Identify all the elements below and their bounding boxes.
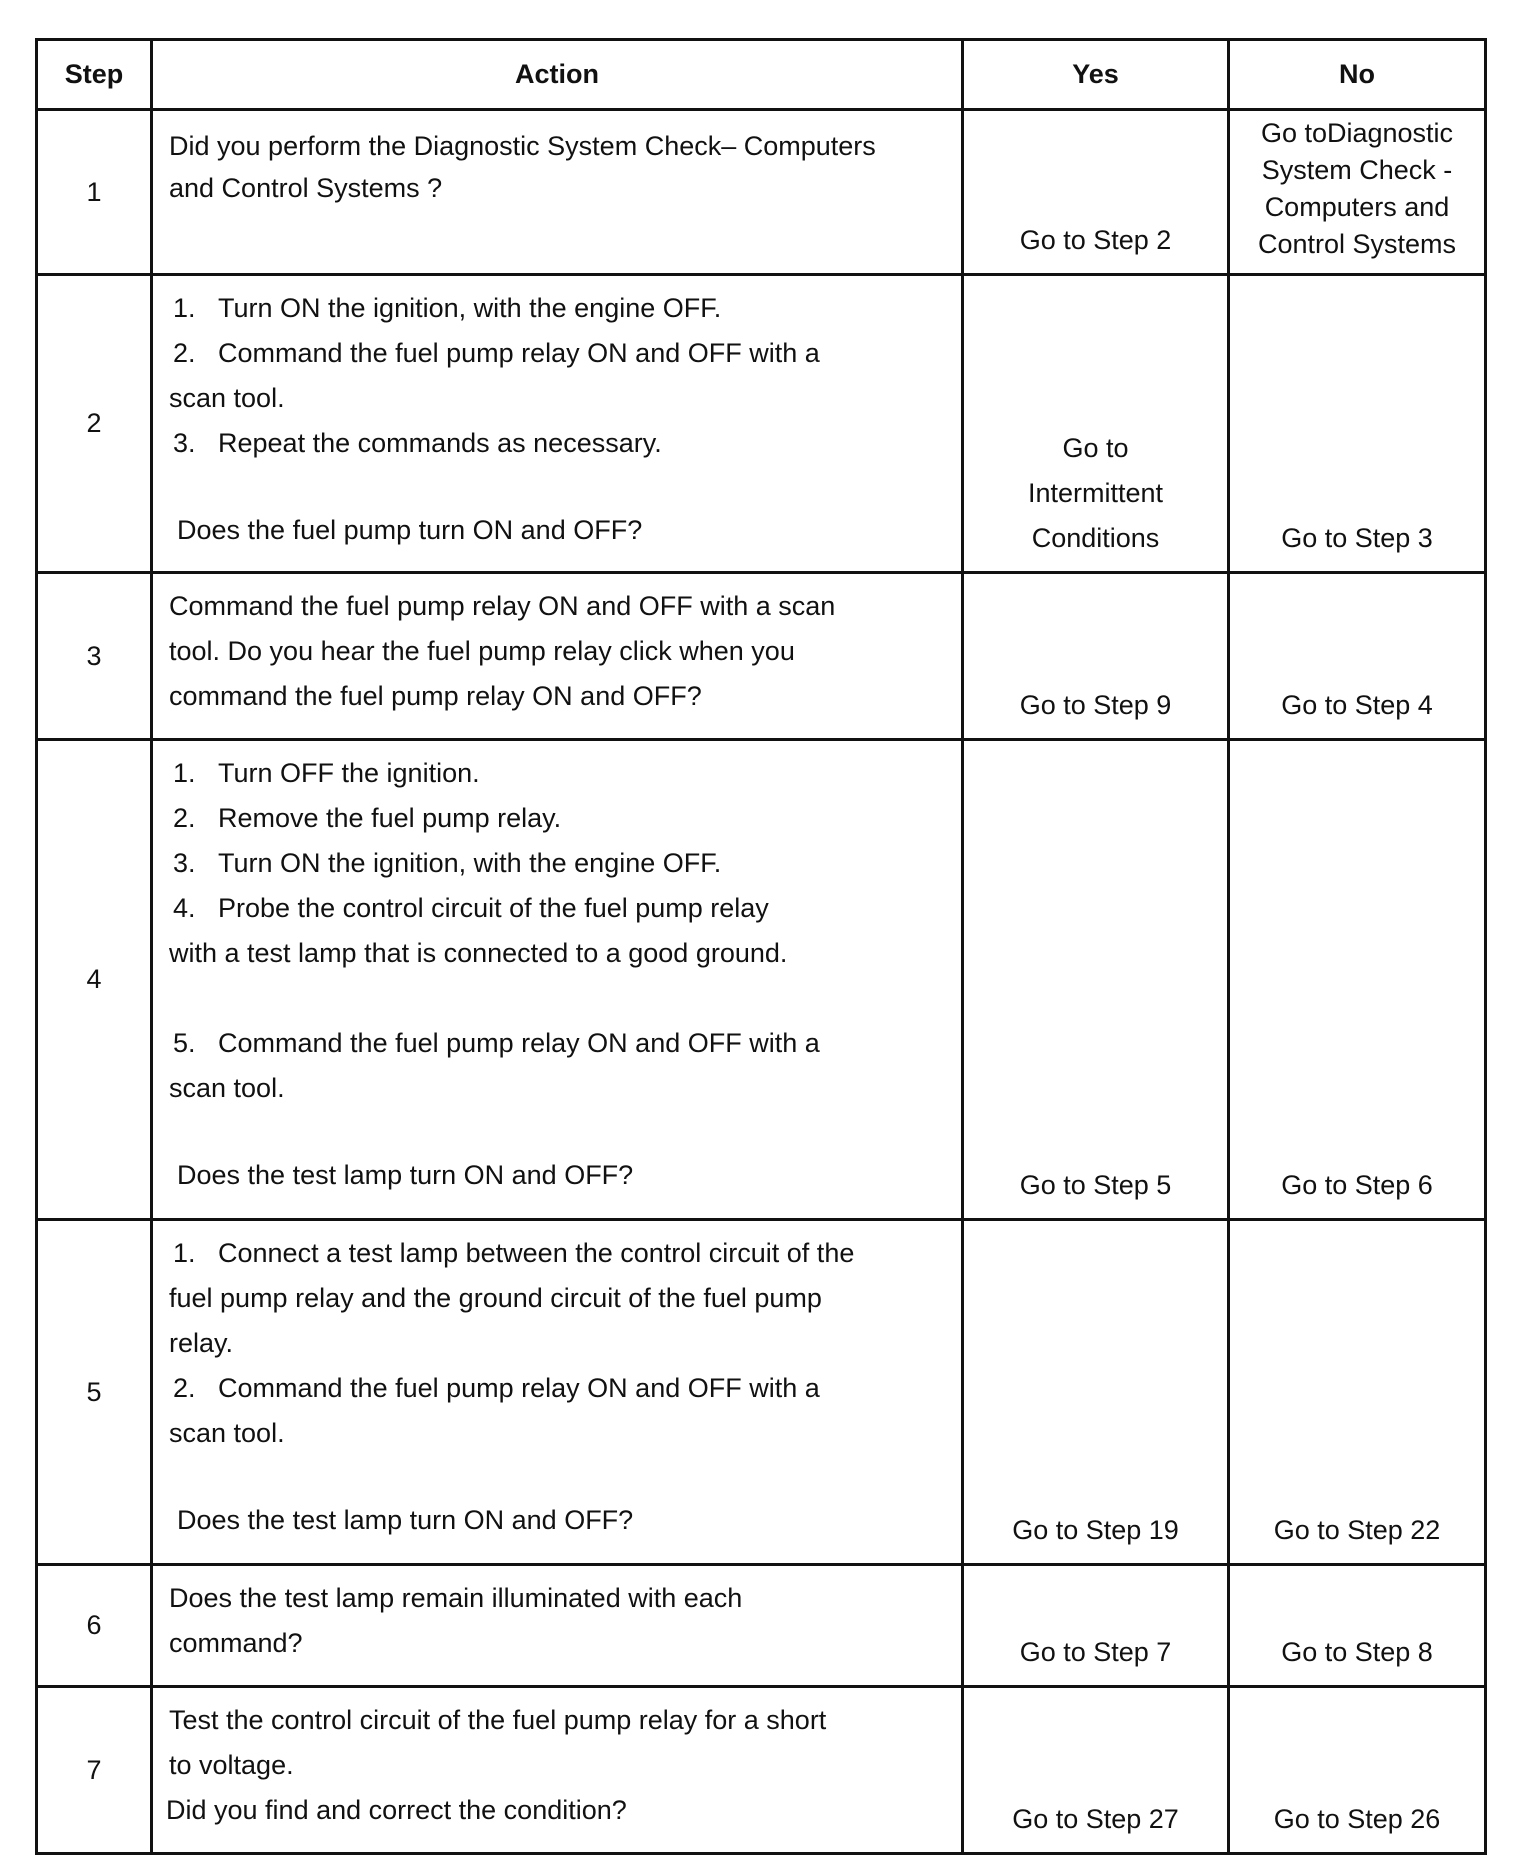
header-no: No bbox=[1229, 40, 1486, 110]
no-target: Go to Step 22 bbox=[1273, 1515, 1441, 1545]
header-yes: Yes bbox=[963, 40, 1229, 110]
header-row bbox=[37, 40, 1486, 110]
action-cell bbox=[152, 275, 963, 573]
action-item: 4. Probe the control circuit of the fuel pump relay bbox=[173, 893, 769, 923]
action-line: Command the fuel pump relay ON and OFF with a scan bbox=[169, 591, 836, 621]
action-item: 1. Connect a test lamp between the control circuit of the bbox=[173, 1238, 855, 1268]
action-item-cont: fuel pump relay and the ground circuit of the fuel pump bbox=[169, 1283, 822, 1313]
yes-target: Go to Step 2 bbox=[1019, 225, 1172, 255]
yes-cell bbox=[963, 1565, 1229, 1687]
table-row bbox=[37, 1220, 1486, 1565]
yes-target: Go to Step 7 bbox=[1019, 1637, 1172, 1667]
action-line: tool. Do you hear the fuel pump relay click when you bbox=[169, 636, 795, 666]
action-line: Did you find and correct the condition? bbox=[166, 1795, 627, 1825]
no-target: Go toDiagnostic bbox=[1260, 118, 1454, 148]
action-item: 3. Repeat the commands as necessary. bbox=[173, 428, 662, 458]
action-item: 3. Turn ON the ignition, with the engine OFF. bbox=[173, 848, 722, 878]
action-item-cont: with a test lamp that is connected to a good ground. bbox=[169, 938, 788, 968]
action-line: command? bbox=[169, 1628, 303, 1658]
yes-cell bbox=[963, 740, 1229, 1220]
yes-target: Go to Step 9 bbox=[1019, 690, 1172, 720]
no-cell bbox=[1229, 1565, 1486, 1687]
no-target: Go to Step 26 bbox=[1273, 1804, 1441, 1834]
no-target: Go to Step 6 bbox=[1281, 1170, 1433, 1200]
no-cell bbox=[1229, 275, 1486, 573]
action-cell bbox=[152, 1565, 963, 1687]
table-row bbox=[37, 573, 1486, 740]
yes-target: Go to Step 19 bbox=[1012, 1515, 1179, 1545]
action-line: Does the test lamp remain illuminated with each bbox=[169, 1583, 743, 1613]
no-cell bbox=[1229, 110, 1486, 275]
action-cell bbox=[152, 573, 963, 740]
step-number: 3 bbox=[37, 573, 152, 740]
table-row bbox=[37, 740, 1486, 1220]
table-row bbox=[37, 1565, 1486, 1687]
step-number: 2 bbox=[37, 275, 152, 573]
yes-cell bbox=[963, 1687, 1229, 1854]
action-cell bbox=[152, 740, 963, 1220]
step-number: 7 bbox=[37, 1687, 152, 1854]
no-cell bbox=[1229, 573, 1486, 740]
diagnostic-table bbox=[35, 38, 1487, 1855]
action-item: 1. Turn ON the ignition, with the engine OFF. bbox=[173, 293, 722, 323]
table-row bbox=[37, 110, 1486, 275]
header-step: Step bbox=[37, 40, 152, 110]
action-line: and Control Systems ? bbox=[169, 173, 443, 203]
action-item: 1. Turn OFF the ignition. bbox=[173, 758, 480, 788]
yes-cell bbox=[963, 110, 1229, 275]
step-number: 4 bbox=[37, 740, 152, 1220]
action-item-cont: scan tool. bbox=[169, 383, 285, 413]
no-target: Control Systems bbox=[1257, 229, 1457, 259]
no-target: Go to Step 8 bbox=[1281, 1637, 1433, 1667]
yes-cell bbox=[963, 1220, 1229, 1565]
yes-target: Go to bbox=[1062, 433, 1129, 463]
action-cell bbox=[152, 110, 963, 275]
action-question: Does the test lamp turn ON and OFF? bbox=[177, 1505, 634, 1535]
no-target: Go to Step 4 bbox=[1281, 690, 1433, 720]
header-action: Action bbox=[152, 40, 963, 110]
step-number: 6 bbox=[37, 1565, 152, 1687]
no-cell bbox=[1229, 1220, 1486, 1565]
table-row bbox=[37, 1687, 1486, 1854]
action-question: Does the test lamp turn ON and OFF? bbox=[177, 1160, 634, 1190]
action-item: 2. Command the fuel pump relay ON and OFF with a bbox=[173, 1373, 820, 1403]
no-cell bbox=[1229, 1687, 1486, 1854]
action-line: to voltage. bbox=[169, 1750, 294, 1780]
no-cell bbox=[1229, 740, 1486, 1220]
action-item-cont: relay. bbox=[169, 1328, 234, 1358]
yes-target: Conditions bbox=[1031, 523, 1160, 553]
no-target: System Check - bbox=[1261, 155, 1453, 185]
action-question: Does the fuel pump turn ON and OFF? bbox=[177, 515, 643, 545]
action-item: 2. Command the fuel pump relay ON and OFF with a bbox=[173, 338, 820, 368]
no-target: Computers and bbox=[1264, 192, 1450, 222]
action-line: command the fuel pump relay ON and OFF? bbox=[169, 681, 702, 711]
action-cell bbox=[152, 1687, 963, 1854]
step-number: 1 bbox=[37, 110, 152, 275]
yes-target: Intermittent bbox=[1027, 478, 1164, 508]
action-item: 5. Command the fuel pump relay ON and OFF with a bbox=[173, 1028, 820, 1058]
action-item: 2. Remove the fuel pump relay. bbox=[173, 803, 562, 833]
yes-target: Go to Step 5 bbox=[1019, 1170, 1172, 1200]
table-row bbox=[37, 275, 1486, 573]
no-target: Go to Step 3 bbox=[1281, 523, 1433, 553]
yes-cell bbox=[963, 275, 1229, 573]
action-item-cont: scan tool. bbox=[169, 1418, 285, 1448]
action-cell bbox=[152, 1220, 963, 1565]
action-line: Test the control circuit of the fuel pump relay for a short bbox=[169, 1705, 827, 1735]
action-line: Did you perform the Diagnostic System Check– Computers bbox=[169, 131, 876, 161]
action-item-cont: scan tool. bbox=[169, 1073, 285, 1103]
step-number: 5 bbox=[37, 1220, 152, 1565]
yes-cell bbox=[963, 573, 1229, 740]
yes-target: Go to Step 27 bbox=[1012, 1804, 1179, 1834]
